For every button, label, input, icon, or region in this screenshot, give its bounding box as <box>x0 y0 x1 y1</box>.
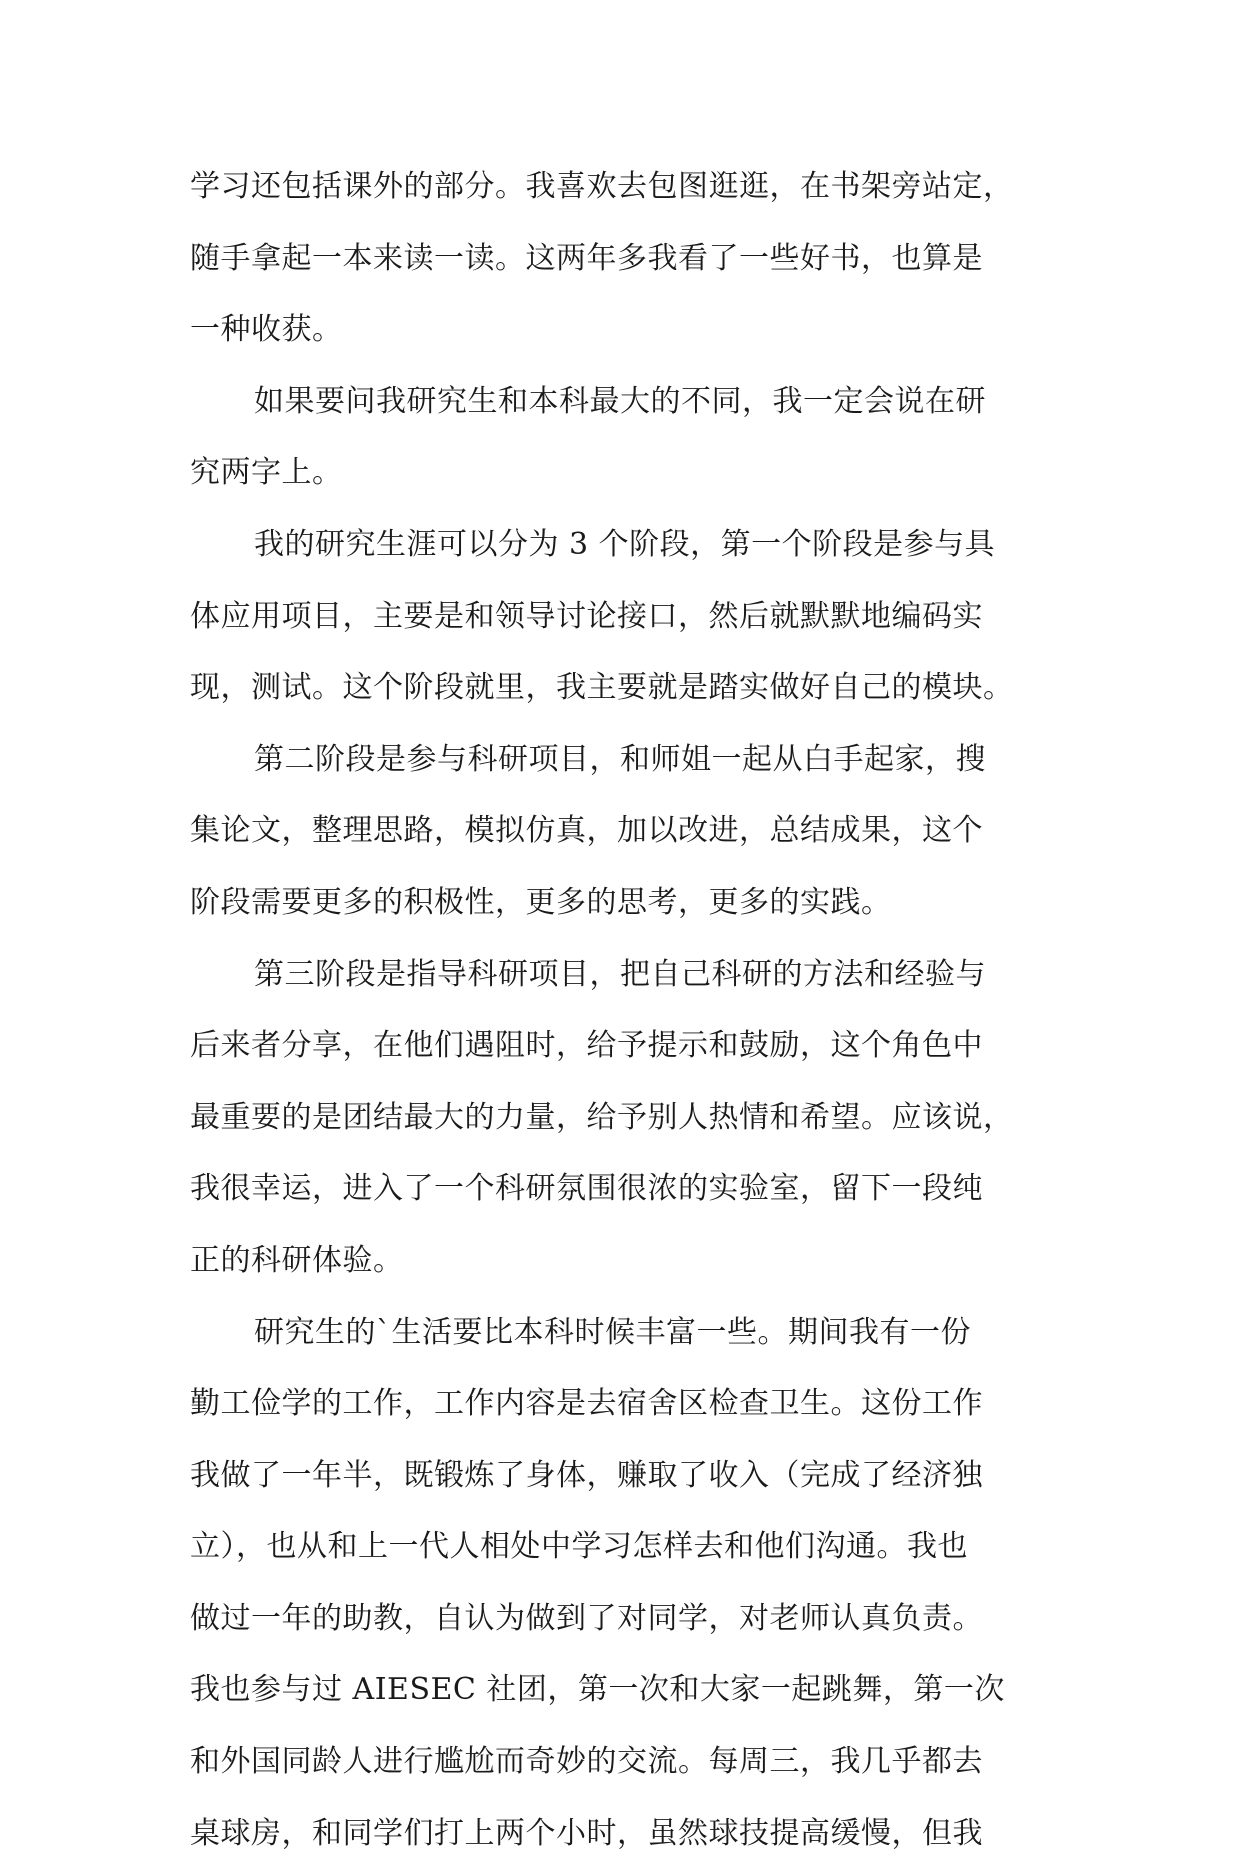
text-line-11: 阶段需要更多的积极性，更多的思考，更多的实践。 <box>190 884 892 920</box>
text-line-1: 学习还包括课外的部分。我喜欢去包图逛逛，在书架旁站定， <box>190 169 1014 204</box>
text-line-7: 体应用项目，主要是和领导讨论接口，然后就默默地编码实 <box>190 598 983 634</box>
text-line-13: 后来者分享，在他们遇阻时，给予提示和鼓励，这个角色中 <box>190 1028 983 1064</box>
text-line-22: 我也参与过 AIESEC 社团，第一次和大家一起跳舞，第一次 <box>190 1672 1005 1708</box>
text-line-18: 勤工俭学的工作，工作内容是去宿舍区检查卫生。这份工作 <box>190 1386 983 1422</box>
text-line-24: 桌球房，和同学们打上两个小时，虽然球技提高缓慢，但我 <box>190 1815 983 1851</box>
text-line-16: 正的科研体验。 <box>190 1242 404 1278</box>
text-line-4: 如果要问我研究生和本科最大的不同，我一定会说在研 <box>254 383 986 419</box>
text-line-15: 我很幸运，进入了一个科研氛围很浓的实验室，留下一段纯 <box>190 1171 983 1207</box>
text-line-12: 第三阶段是指导科研项目，把自己科研的方法和经验与 <box>254 956 986 992</box>
text-line-19: 我做了一年半，既锻炼了身体，赚取了收入（完成了经济独 <box>190 1457 983 1493</box>
text-line-8: 现，测试。这个阶段就里，我主要就是踏实做好自己的模块。 <box>190 670 1014 706</box>
text-line-10: 集论文，整理思路，模拟仿真，加以改进，总结成果，这个 <box>190 813 983 849</box>
text-line-23: 和外国同龄人进行尴尬而奇妙的交流。每周三，我几乎都去 <box>190 1744 983 1780</box>
text-line-2: 随手拿起一本来读一读。这两年多我看了一些好书，也算是 <box>190 240 983 276</box>
text-line-9: 第二阶段是参与科研项目，和师姐一起从白手起家，搜 <box>254 741 986 777</box>
text-line-14: 最重要的是团结最大的力量，给予别人热情和希望。应该说， <box>190 1099 1014 1135</box>
text-line-17: 研究生的`生活要比本科时候丰富一些。期间我有一份 <box>254 1314 971 1350</box>
text-line-6: 我的研究生涯可以分为 3 个阶段，第一个阶段是参与具 <box>254 526 996 562</box>
text-line-5: 究两字上。 <box>190 455 343 491</box>
text-line-21: 做过一年的助教，自认为做到了对同学，对老师认真负责。 <box>190 1600 983 1636</box>
text-line-20: 立），也从和上一代人相处中学习怎样去和他们沟通。我也 <box>190 1529 968 1565</box>
body-text <box>190 151 1052 1869</box>
text-line-3: 一种收获。 <box>190 312 343 348</box>
